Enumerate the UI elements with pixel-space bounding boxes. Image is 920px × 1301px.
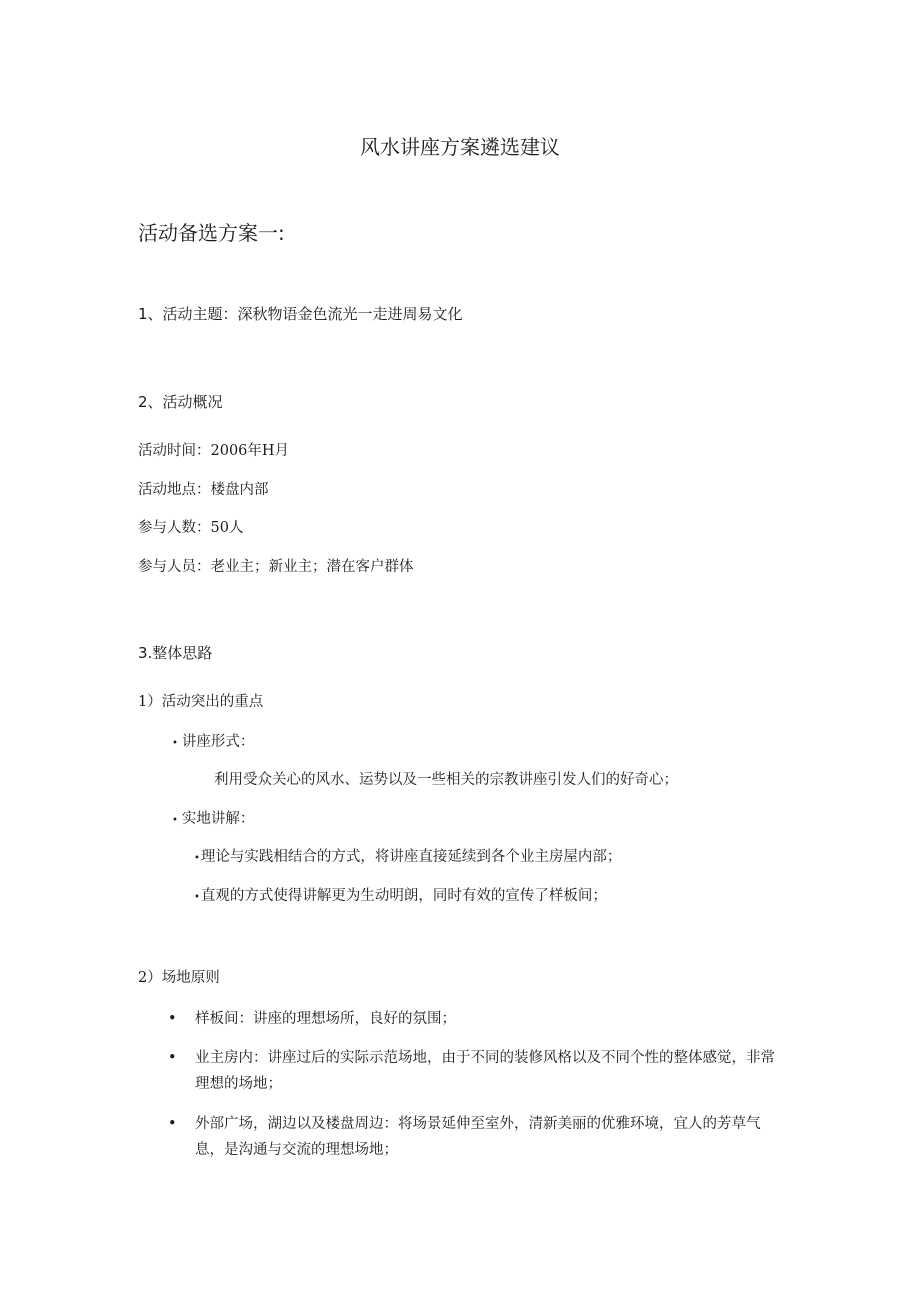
venue-item: 业主房内：讲座过后的实际示范场地，由于不同的装修风格以及不同个性的整体感觉，非常理想的场地； — [195, 1050, 775, 1092]
focus-item-lecture — [172, 730, 254, 751]
bullet-icon: • — [194, 892, 200, 903]
venue-heading: 2）场地原则 — [138, 970, 220, 986]
focus-heading: 1）活动突出的重点 — [138, 694, 264, 710]
onsite-point — [194, 845, 621, 866]
bullet-icon: • — [194, 853, 200, 864]
focus-item-lecture-text: 利用受众关心的风水、运势以及一些相关的宗教讲座引发人们的好奇心； — [214, 772, 678, 788]
activity-theme: 1、活动主题：深秋物语金色流光一走进周易文化 — [138, 305, 463, 323]
onsite-point — [194, 884, 607, 905]
venue-item: 外部广场，湖边以及楼盘周边：将场景延伸至室外，清新美丽的优雅环境，宜人的芳草气息，是沟通与交流的理想场地； — [195, 1116, 761, 1158]
approach-heading: 3.整体思路 — [138, 644, 213, 662]
bullet-icon: • — [168, 1050, 177, 1066]
bullet-icon: • — [168, 1011, 177, 1027]
bullet-icon: • — [172, 738, 178, 749]
focus-item-onsite — [172, 807, 254, 828]
bullet-icon: • — [168, 1116, 177, 1132]
venue-item: 样板间：讲座的理想场所，良好的氛围； — [195, 1011, 456, 1027]
section-title: 活动备选方案一: — [138, 221, 285, 245]
overview-time: 活动时间：2006年H月 — [138, 443, 290, 459]
overview-count: 参与人数：50人 — [138, 520, 244, 536]
focus-item-lecture-label: 讲座形式： — [181, 734, 255, 750]
overview-participants: 参与人员：老业主；新业主；潜在客户群体 — [138, 559, 414, 575]
onsite-point-text: 理论与实践相结合的方式，将讲座直接延续到各个业主房屋内部； — [200, 849, 622, 865]
document-title: 风水讲座方案遴选建议 — [360, 135, 560, 159]
overview-location: 活动地点：楼盘内部 — [138, 482, 269, 498]
overview-heading: 2、活动概况 — [138, 393, 223, 411]
focus-item-onsite-label: 实地讲解： — [181, 811, 255, 827]
onsite-point-text: 直观的方式使得讲解更为生动明朗，同时有效的宣传了样板间； — [200, 888, 607, 904]
bullet-icon: • — [172, 815, 178, 826]
